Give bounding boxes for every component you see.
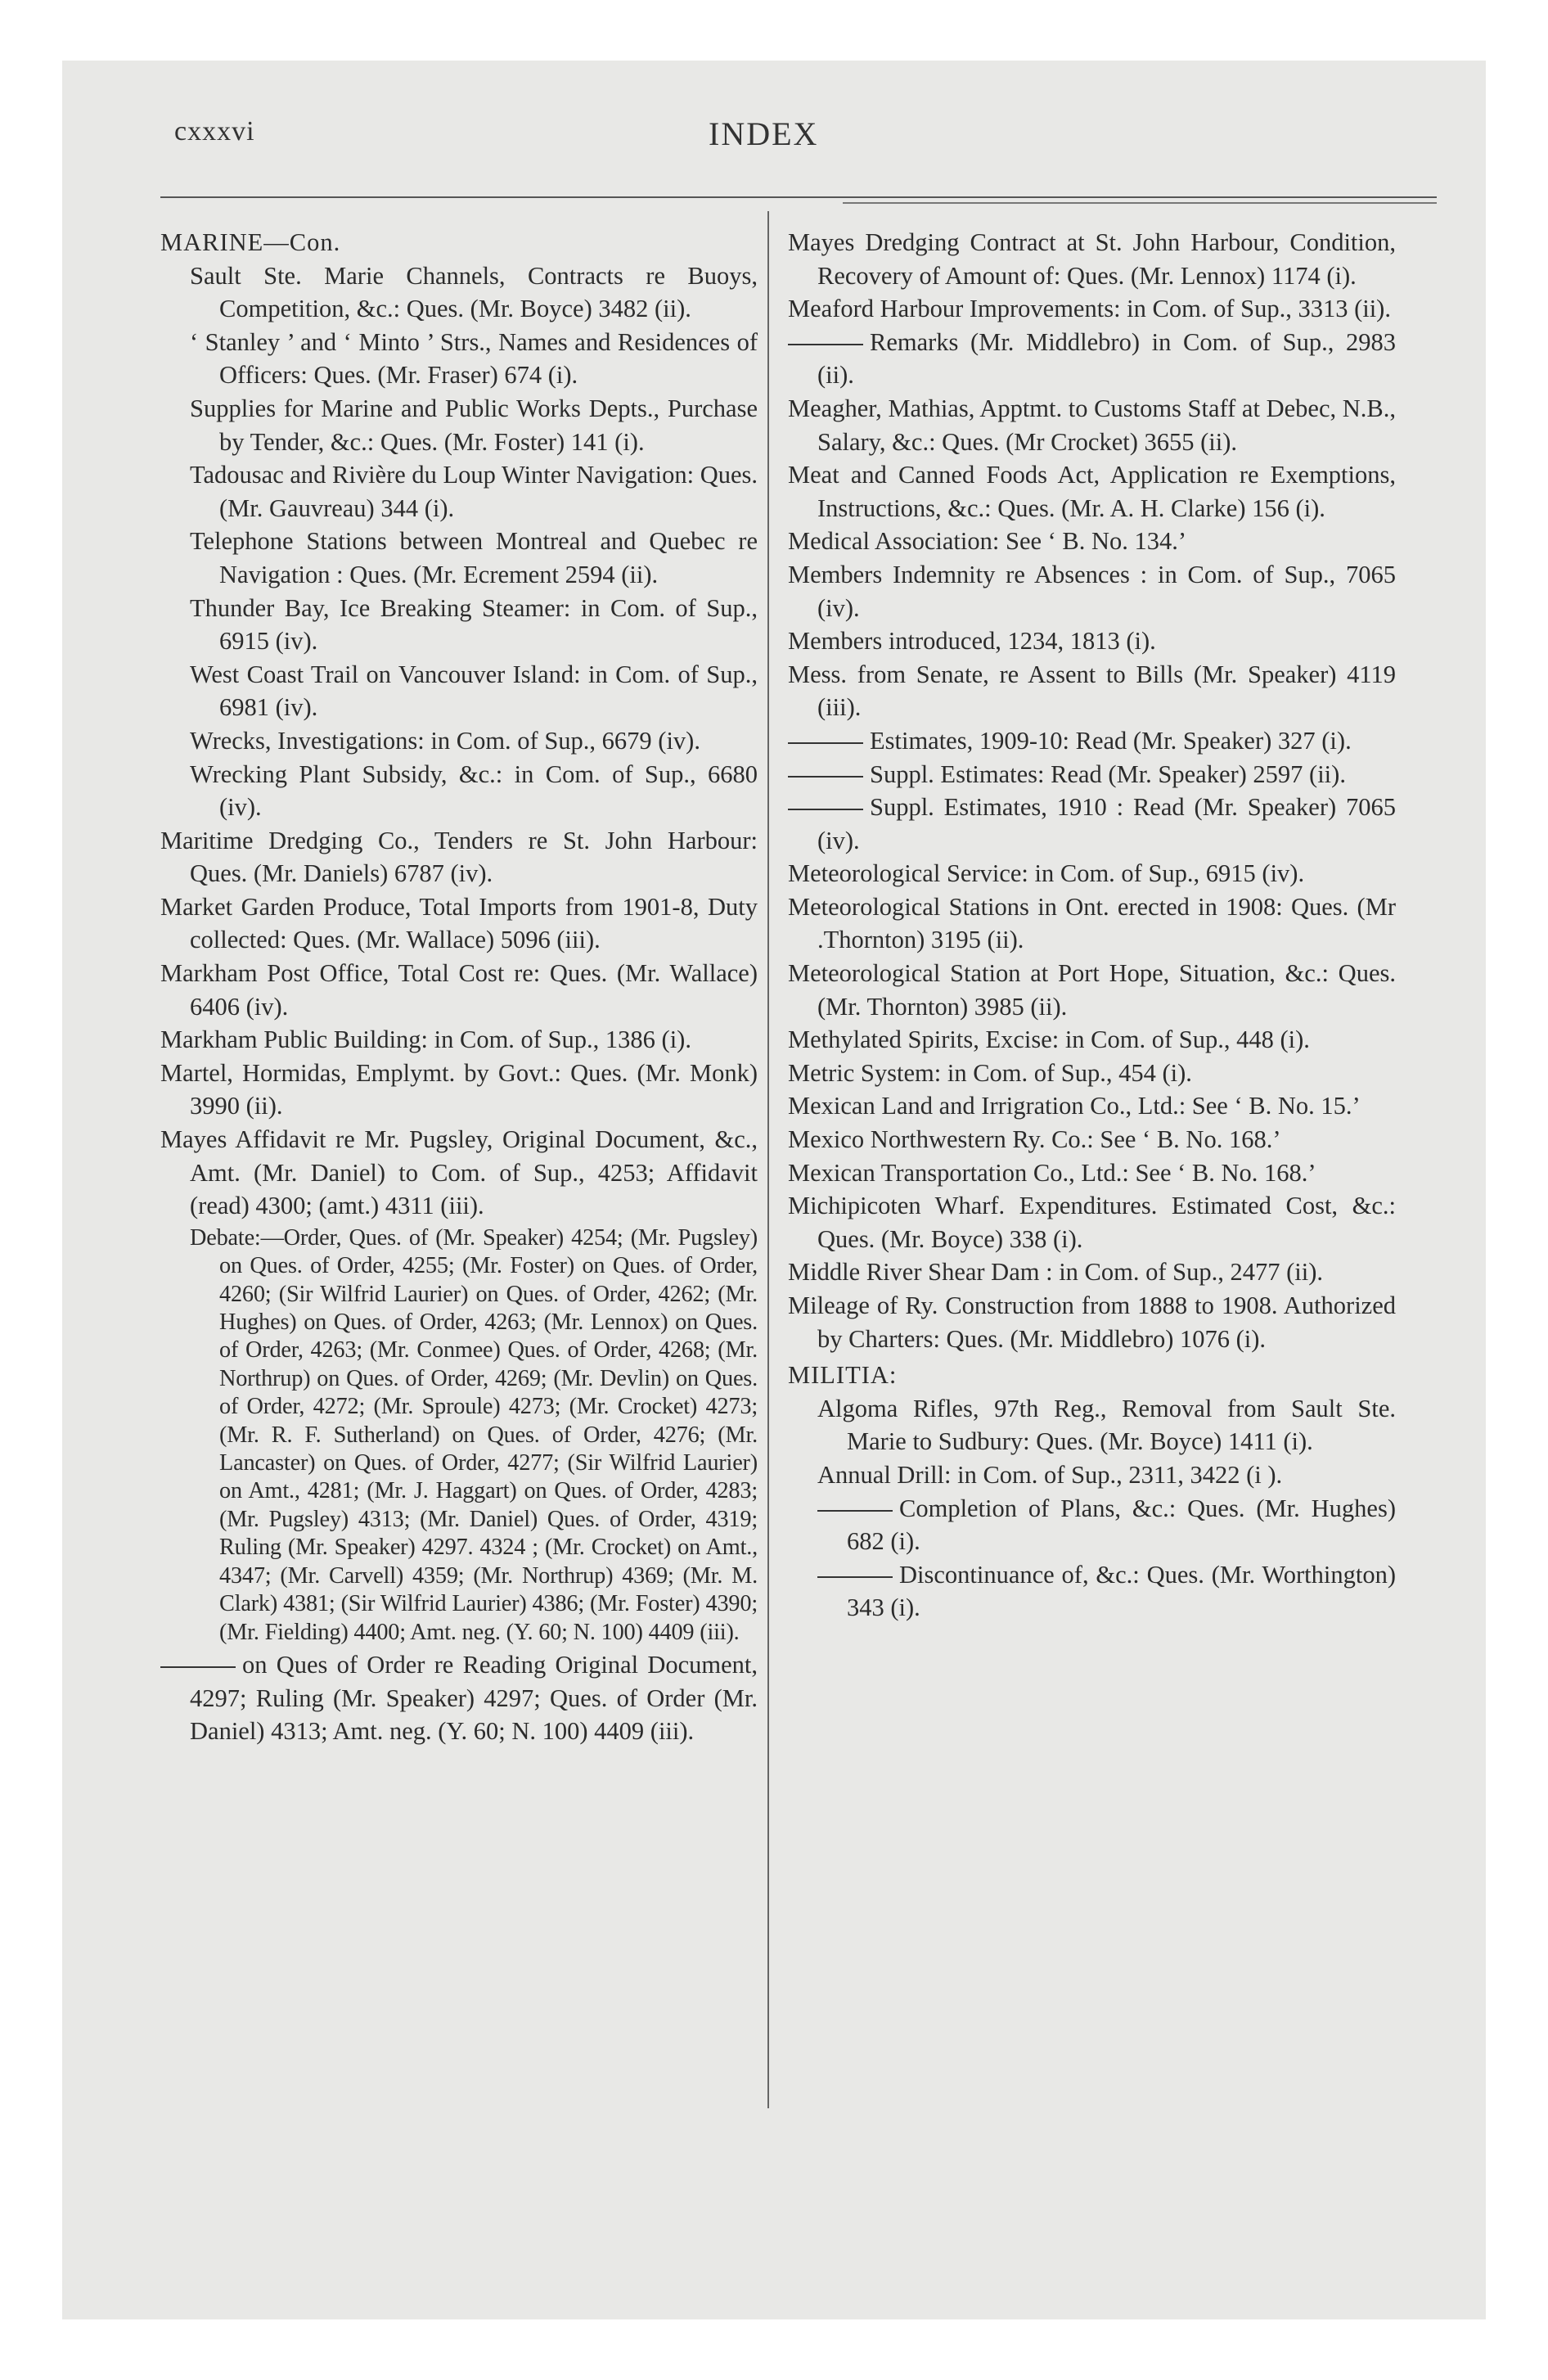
index-entry-text: Debate:—Order, Ques. of (Mr. Speaker) 4254; (Mr. Pugsley) on Ques. of Order, 4255; (Mr. Foster) on Ques. of Order, 4260; (Sir Wilfrid Laurier) on Ques. of Order, 4262; (Mr. Hughes) on Ques. of Order, 4263; (Mr. Lennox) on Ques. of Order, 4263; (Mr. Conmee) Ques. of Order, 4268; (Mr. Northrup) on Ques. of Order, 4269; (Mr. Devlin) on Ques. of Order, 4272; (Mr. Sproule) 4273; (Mr. Crocket) 4273; (Mr. R. F. Sutherland) on Ques. of Order, 4276; (Mr. Lancaster) on Ques. of Order, 4277; (Sir Wilfrid Laurier) on Amt., 4281; (Mr. J. Haggart) on Ques. of Order, 4283; (Mr. Pugsley) 4313; (Mr. Daniel) Ques. of Order, 4319; Ruling (Mr. Speaker) 4297. 4324 ; (Mr. Crocket) on Amt., 4347; (Mr. Carvell) 4359; (Mr. Northrup) 4369; (Mr. M. Clark) 4381; (Sir Wilfrid Laurier) 4386; (Mr. Foster) 4390; (Mr. Fielding) 4400; Amt. neg. (Y. 60; N. 100) 4409 (iii). — [190, 1224, 758, 1645]
index-entry — [788, 1255, 1396, 1289]
index-entry-text: Market Garden Produce, Total Imports from 1901-8, Duty collected: Ques. (Mr. Wallace) 5096 (iii). — [160, 892, 758, 954]
ditto-dash — [788, 742, 863, 744]
index-entry — [160, 1023, 758, 1057]
index-entry — [788, 658, 1396, 724]
index-entry-text: Annual Drill: in Com. of Sup., 2311, 3422 (i ). — [817, 1460, 1283, 1489]
continuation-entry — [788, 791, 1396, 857]
index-entry — [160, 957, 758, 1023]
index-entry — [788, 392, 1396, 458]
index-entry — [788, 1289, 1396, 1355]
index-entry-text: Metric System: in Com. of Sup., 454 (i). — [788, 1058, 1192, 1087]
index-entry — [788, 1089, 1396, 1123]
ditto-dash — [788, 809, 863, 810]
column-divider — [767, 211, 769, 2108]
index-entry — [788, 1123, 1396, 1156]
index-entry-text: Meteorological Service: in Com. of Sup., 6915 (iv). — [788, 859, 1305, 888]
index-entry-text: Wrecks, Investigations: in Com. of Sup., 6679 (iv). — [190, 726, 700, 755]
index-entry-text: Markham Post Office, Total Cost re: Ques. (Mr. Wallace) 6406 (iv). — [160, 959, 758, 1021]
left-column — [160, 226, 758, 1748]
right-column — [788, 226, 1396, 1625]
continuation-entry — [788, 1492, 1396, 1558]
index-entry-text: Telephone Stations between Montreal and Quebec re Navigation : Ques. (Mr. Ecrement 2594 (ii). — [190, 527, 758, 588]
running-title: INDEX — [709, 115, 819, 152]
index-entry-text: Meaford Harbour Improvements: in Com. of Sup., 3313 (ii). — [788, 295, 1391, 323]
index-subentry — [160, 592, 758, 658]
index-subentry — [160, 326, 758, 392]
index-entry-text: Mileage of Ry. Construction from 1888 to 1908. Authorized by Charters: Ques. (Mr. Middlebro) 1076 (i). — [788, 1291, 1396, 1353]
index-entry-text: Meagher, Mathias, Apptmt. to Customs Staff at Debec, N.B., Salary, &c.: Ques. (Mr Crocket) 3655 (ii). — [788, 394, 1396, 456]
ditto-dash — [817, 1510, 893, 1512]
index-entry — [788, 558, 1396, 624]
header-rule-secondary — [843, 202, 1437, 204]
continuation-entry — [788, 1558, 1396, 1625]
index-entry-text: Suppl. Estimates: Read (Mr. Speaker) 2597 (ii). — [870, 760, 1346, 788]
index-subentry — [160, 658, 758, 724]
index-entry — [788, 226, 1396, 292]
index-entry-text: Martel, Hormidas, Emplymt. by Govt.: Ques. (Mr. Monk) 3990 (ii). — [160, 1058, 758, 1120]
ditto-dash — [160, 1666, 236, 1668]
index-entry-text: Supplies for Marine and Public Works Depts., Purchase by Tender, &c.: Ques. (Mr. Foster) 141 (i). — [190, 394, 758, 456]
index-entry — [160, 1123, 758, 1223]
section-heading — [788, 1359, 1396, 1392]
index-entry — [788, 890, 1396, 957]
index-entry-text: Completion of Plans, &c.: Ques. (Mr. Hughes) 682 (i). — [847, 1494, 1396, 1556]
index-entry-text: Tadousac and Rivière du Loup Winter Navigation: Ques. (Mr. Gauvreau) 344 (i). — [190, 461, 758, 522]
index-entry-text: MILITIA: — [788, 1361, 898, 1390]
index-subentry — [160, 758, 758, 824]
index-entry-text: Remarks (Mr. Middlebro) in Com. of Sup., 2983 (ii). — [817, 327, 1396, 390]
index-subentry — [160, 724, 758, 758]
index-entry-text: Meteorological Stations in Ont. erected in 1908: Ques. (Mr .Thornton) 3195 (ii). — [788, 892, 1396, 954]
index-entry — [788, 525, 1396, 558]
continuation-entry — [160, 1648, 758, 1748]
index-entry — [788, 957, 1396, 1023]
index-entry-text: Methylated Spirits, Excise: in Com. of Sup., 448 (i). — [788, 1025, 1310, 1054]
index-entry — [788, 857, 1396, 890]
index-entry — [788, 1156, 1396, 1190]
index-entry-text: Mess. from Senate, re Assent to Bills (Mr. Speaker) 4119 (iii). — [788, 660, 1396, 722]
index-subentry — [160, 458, 758, 525]
index-entry-text: on Ques of Order re Reading Original Document, 4297; Ruling (Mr. Speaker) 4297; Ques. of Order (Mr. Daniel) 4313; Amt. neg. (Y. 60; N. 100) 4409 (iii). — [190, 1650, 758, 1746]
index-entry — [160, 824, 758, 890]
ditto-dash — [817, 1576, 893, 1578]
index-entry — [788, 458, 1396, 525]
index-subentry — [160, 259, 758, 326]
index-entry — [788, 624, 1396, 658]
index-entry-text: Mayes Affidavit re Mr. Pugsley, Original Document, &c., Amt. (Mr. Daniel) to Com. of Sup., 4253; Affidavit (read) 4300; (amt.) 4311 (iii). — [160, 1125, 758, 1220]
index-entry-text: Meat and Canned Foods Act, Application re Exemptions, Instructions, &c.: Ques. (Mr. A. H. Clarke) 156 (i). — [788, 461, 1396, 522]
continuation-entry — [788, 326, 1396, 392]
ditto-dash — [788, 344, 863, 345]
right-entries — [788, 226, 1396, 1625]
index-entry-text: Maritime Dredging Co., Tenders re St. John Harbour: Ques. (Mr. Daniels) 6787 (iv). — [160, 826, 758, 888]
ditto-dash — [788, 776, 863, 778]
index-entry-text: West Coast Trail on Vancouver Island: in Com. of Sup., 6981 (iv). — [190, 660, 758, 722]
index-entry-text: Middle River Shear Dam : in Com. of Sup., 2477 (ii). — [788, 1258, 1323, 1287]
continuation-entry — [788, 724, 1396, 758]
index-subentry — [788, 1458, 1396, 1492]
index-entry-text: Mexican Transportation Co., Ltd.: See ‘ B. No. 168.’ — [788, 1158, 1316, 1187]
page-number: cxxxvi — [174, 116, 255, 146]
debate-entry — [160, 1224, 758, 1647]
index-entry-text: Estimates, 1909-10: Read (Mr. Speaker) 327 (i). — [870, 726, 1352, 755]
index-entry-text: Mexican Land and Irrigration Co., Ltd.: See ‘ B. No. 15.’ — [788, 1092, 1361, 1120]
index-entry — [788, 292, 1396, 326]
index-entry — [160, 890, 758, 957]
index-entry — [788, 1189, 1396, 1255]
index-entry — [788, 1023, 1396, 1057]
index-entry-text: Mayes Dredging Contract at St. John Harbour, Condition, Recovery of Amount of: Ques. (Mr. Lennox) 1174 (i). — [788, 228, 1396, 290]
index-entry — [160, 1057, 758, 1123]
section-heading-text: MARINE—Con. — [160, 228, 341, 256]
header-rule — [160, 196, 1437, 198]
index-entry-text: ‘ Stanley ’ and ‘ Minto ’ Strs., Names and Residences of Officers: Ques. (Mr. Fraser) 674 (i). — [190, 327, 758, 390]
index-entry-text: Medical Association: See ‘ B. No. 134.’ — [788, 527, 1187, 556]
index-entry-text: Discontinuance of, &c.: Ques. (Mr. Worthington) 343 (i). — [847, 1560, 1396, 1622]
index-subentry — [160, 525, 758, 591]
index-entry-text: Suppl. Estimates, 1910 : Read (Mr. Speaker) 7065 (iv). — [817, 793, 1396, 854]
index-entry-text: Members introduced, 1234, 1813 (i). — [788, 627, 1156, 656]
left-entries — [160, 259, 758, 1748]
continuation-entry — [788, 758, 1396, 791]
index-entry-text: Thunder Bay, Ice Breaking Steamer: in Com. of Sup., 6915 (iv). — [190, 593, 758, 656]
index-entry — [788, 1057, 1396, 1090]
section-heading — [160, 226, 758, 259]
index-subentry — [788, 1392, 1396, 1458]
index-entry-text: Meteorological Station at Port Hope, Situation, &c.: Ques. (Mr. Thornton) 3985 (ii). — [788, 959, 1396, 1021]
index-entry-text: Markham Public Building: in Com. of Sup., 1386 (i). — [160, 1025, 691, 1054]
index-entry-text: Michipicoten Wharf. Expenditures. Estimated Cost, &c.: Ques. (Mr. Boyce) 338 (i). — [788, 1192, 1396, 1253]
index-entry-text: Algoma Rifles, 97th Reg., Removal from Sault Ste. Marie to Sudbury: Ques. (Mr. Boyce) 1411 (i). — [817, 1394, 1396, 1456]
index-entry-text: Members Indemnity re Absences : in Com. of Sup., 7065 (iv). — [788, 560, 1396, 622]
index-entry-text: Sault Ste. Marie Channels, Contracts re Buoys, Competition, &c.: Ques. (Mr. Boyce) 3482 (ii). — [190, 261, 758, 323]
index-subentry — [160, 392, 758, 458]
index-entry-text: Mexico Northwestern Ry. Co.: See ‘ B. No. 168.’ — [788, 1125, 1281, 1154]
index-entry-text: Wrecking Plant Subsidy, &c.: in Com. of Sup., 6680 (iv). — [190, 760, 758, 822]
